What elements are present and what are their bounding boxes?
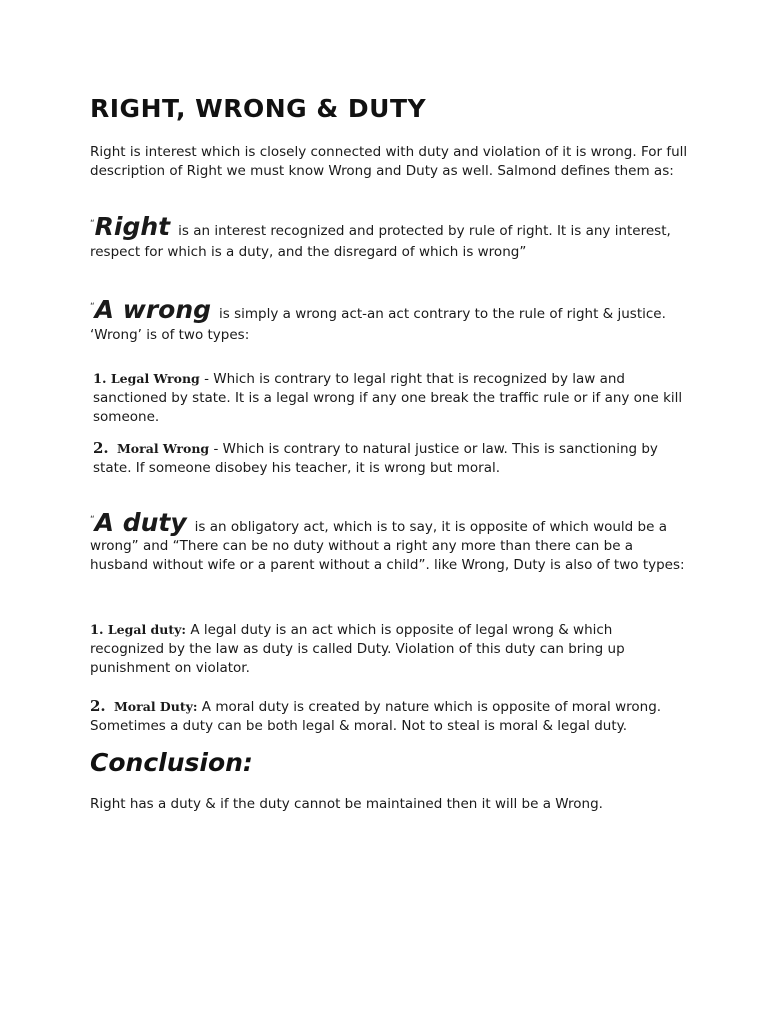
- duty-type-item: [90, 620, 690, 678]
- duty-type-text: A legal duty is an act which is opposite of legal wrong & which recognized by the law as duty is called Duty. Violation of this duty can bring up punishment on violator.: [90, 622, 625, 676]
- duty-term: A duty: [94, 508, 187, 537]
- wrong-type-term: Moral Wrong: [116, 441, 210, 456]
- duty-type-term: Legal duty:: [107, 622, 187, 637]
- page-title: RIGHT, WRONG & DUTY: [90, 94, 427, 123]
- wrong-type-text: - Which is contrary to legal right that is recognized by law and sanctioned by state. It is a legal wrong if any one break the traffic rule or if any one kill someone.: [93, 371, 683, 425]
- duty-definition-text: is an obligatory act, which is to say, it is opposite of which would be a wrong” and “There can be no duty without a right any more than there can be a husband without wife or a parent without a child”. like Wrong, Duty is also of two types:: [90, 519, 685, 573]
- duty-type-number: 1.: [90, 623, 104, 638]
- wrong-type-text: - Which is contrary to natural justice or law. This is sanctioning by state. If someone disobey his teacher, it is wrong but moral.: [93, 441, 658, 476]
- duty-type-item: [90, 697, 690, 736]
- wrong-type-item: [93, 369, 690, 427]
- duty-definition: [90, 508, 690, 575]
- duty-type-term: Moral Duty:: [113, 699, 198, 714]
- right-definition: [90, 214, 690, 263]
- wrong-type-term: Legal Wrong: [110, 371, 200, 386]
- conclusion-paragraph: Right has a duty & if the duty cannot be maintained then it will be a Wrong.: [90, 796, 603, 812]
- duty-type-text: A moral duty is created by nature which is opposite of moral wrong. Sometimes a duty can be both legal & moral. Not to steal is moral & legal duty.: [90, 699, 662, 734]
- wrong-open-quote: “: [90, 302, 95, 312]
- right-term: Right: [94, 212, 171, 241]
- duty-type-number: 2.: [90, 697, 106, 715]
- wrong-definition: [90, 297, 690, 346]
- wrong-type-number: 1.: [93, 372, 107, 387]
- right-definition-text: is an interest recognized and protected by rule of right. It is any interest, respect for which is a duty, and the disregard of which is wrong”: [90, 223, 671, 260]
- right-open-quote: “: [90, 219, 95, 229]
- wrong-type-number: 2.: [93, 439, 109, 457]
- duty-open-quote: “: [90, 515, 95, 525]
- conclusion-heading: Conclusion:: [90, 748, 253, 777]
- wrong-type-item: [93, 439, 690, 478]
- intro-paragraph: Right is interest which is closely connected with duty and violation of it is wrong. For full description of Right we must know Wrong and Duty as well. Salmond defines them as:: [90, 144, 688, 179]
- wrong-term: A wrong: [94, 295, 212, 324]
- wrong-definition-text: is simply a wrong act-an act contrary to the rule of right & justice. ‘Wrong’ is of two types:: [90, 306, 666, 343]
